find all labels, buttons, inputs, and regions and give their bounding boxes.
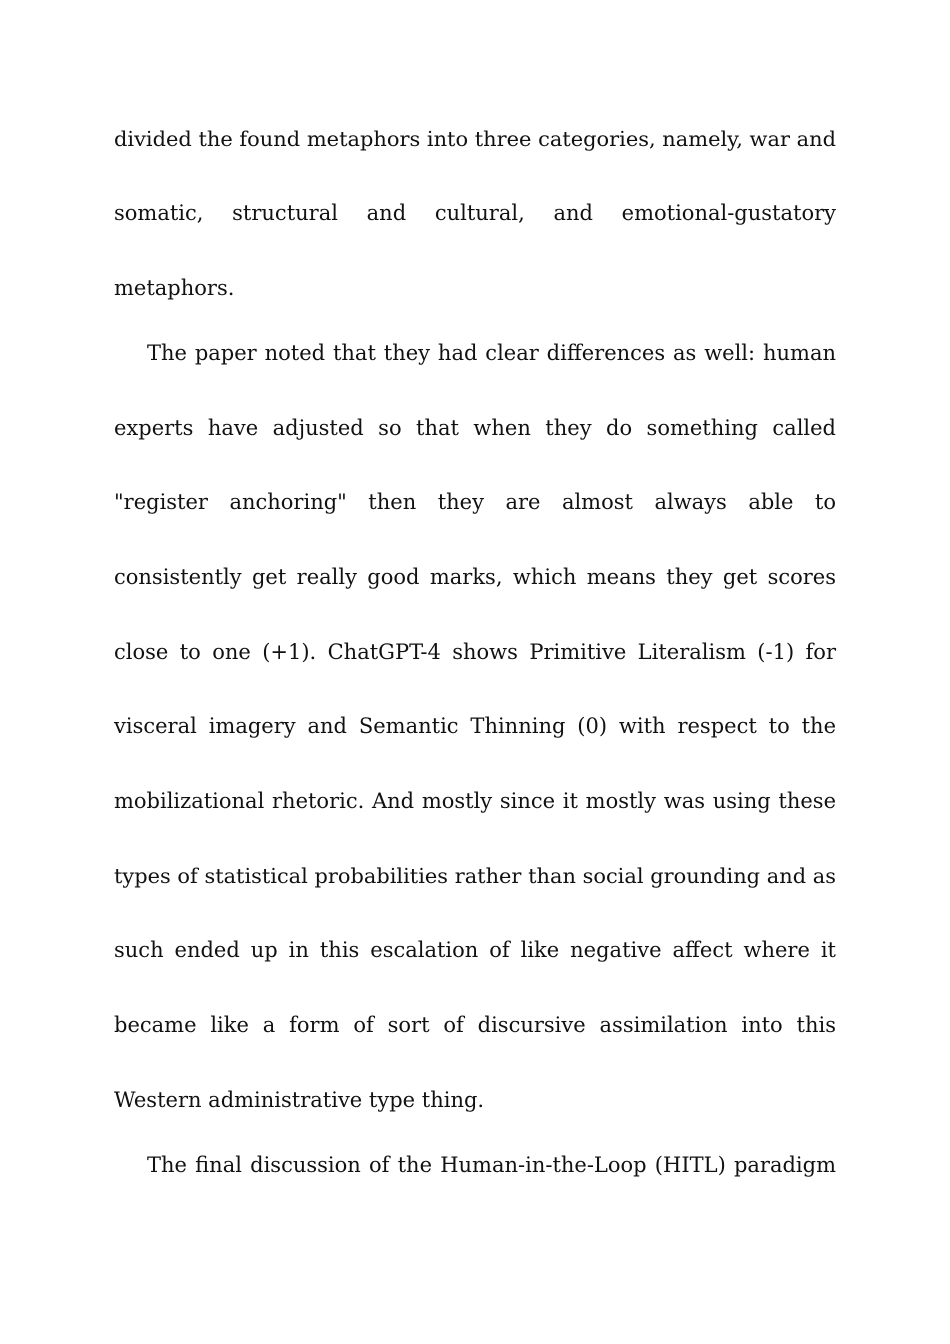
paragraph-2-line-2: experts have adjusted so that when they do something called [114,416,836,440]
paragraph-2-line-5: close to one (+1). ChatGPT-4 shows Primitive Literalism (-1) for [114,640,836,664]
paragraph-2-line-7: mobilizational rhetoric. And mostly since it mostly was using these [114,789,836,813]
paragraph-3-line-1: The final discussion of the Human-in-the-Loop (HITL) paradigm [147,1153,836,1177]
paragraph-2-line-1: The paper noted that they had clear differences as well: human [147,341,836,365]
paragraph-2-line-4: consistently get really good marks, which means they get scores [114,565,836,589]
paragraph-1-line-2: somatic, structural and cultural, and emotional-gustatory [114,201,836,225]
paragraph-2-line-8: types of statistical probabilities rather than social grounding and as [114,864,836,888]
paragraph-2-line-10: became like a form of sort of discursive assimilation into this [114,1013,836,1037]
paragraph-2-line-3: "register anchoring" then they are almost always able to [114,490,836,514]
paragraph-2-line-11: Western administrative type thing. [114,1088,485,1112]
paragraph-2-line-9: such ended up in this escalation of like negative affect where it [114,938,836,962]
paragraph-1-line-3: metaphors. [114,276,235,300]
paragraph-1-line-1: divided the found metaphors into three categories, namely, war and [114,127,836,151]
paragraph-2-line-6: visceral imagery and Semantic Thinning (0) with respect to the [114,714,836,738]
